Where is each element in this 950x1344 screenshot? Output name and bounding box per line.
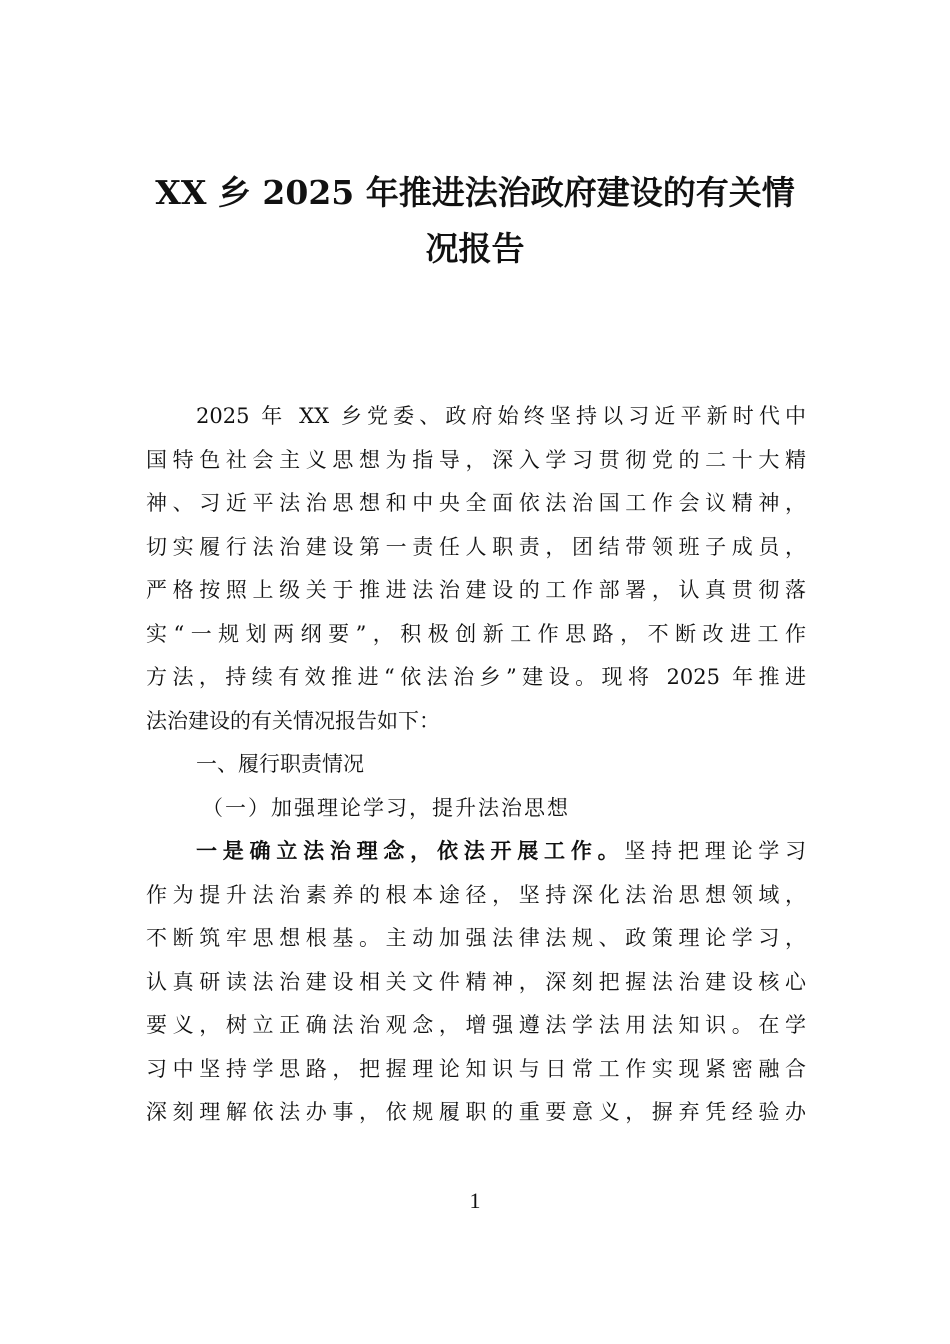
subsection-heading-1: （一）加强理论学习，提升法治思想 (202, 795, 570, 820)
intro-line-4: 切实履行法治建设第一责任人职责，团结带领班子成员， (146, 534, 806, 559)
section-heading-1: 一、履行职责情况 (196, 752, 364, 776)
para1-line-2: 作为提升法治素养的根本途径，坚持深化法治思想领域， (146, 882, 806, 907)
intro-line-8: 法治建设的有关情况报告如下： (146, 708, 440, 733)
intro-line-7: 方法，持续有效推进“依法治乡”建设。现将 2025 年推进 (146, 665, 806, 689)
document-body (146, 395, 806, 1135)
para1-line-7: 深刻理解依法办事，依规履职的重要意义，摒弃凭经验办 (146, 1100, 806, 1124)
title-line-1: XX 乡 2025 年推进法治政府建设的有关情 (155, 173, 795, 212)
intro-line-2: 国特色社会主义思想为指导，深入学习贯彻党的二十大精 (146, 447, 806, 472)
intro-line-5: 严格按照上级关于推进法治建设的工作部署，认真贯彻落 (146, 578, 806, 602)
para1-line-1 (146, 830, 806, 874)
para1-line-4: 认真研读法治建设相关文件精神，深刻把握法治建设核心 (146, 969, 806, 994)
intro-line-6: 实“一规划两纲要”，积极创新工作思路，不断改进工作 (146, 621, 806, 646)
para1-lead-rest: 坚持把理论学习 (624, 839, 806, 863)
para1-line-3: 不断筑牢思想根基。主动加强法律法规、政策理论学习， (146, 926, 806, 950)
document-title (140, 165, 810, 277)
para1-lead-bold: 一是确立法治理念，依法开展工作。 (196, 839, 625, 863)
para1-line-5: 要义，树立正确法治观念，增强遵法学法用法知识。在学 (146, 1013, 806, 1037)
page-number: 1 (469, 1188, 481, 1213)
title-line-2: 况报告 (425, 229, 525, 268)
para1-line-6: 习中坚持学思路，把握理论知识与日常工作实现紧密融合 (146, 1056, 806, 1081)
intro-line-1: 2025 年 XX 乡党委、政府始终坚持以习近平新时代中 (196, 404, 806, 428)
intro-line-3: 神、习近平法治思想和中央全面依法治国工作会议精神， (146, 491, 806, 515)
